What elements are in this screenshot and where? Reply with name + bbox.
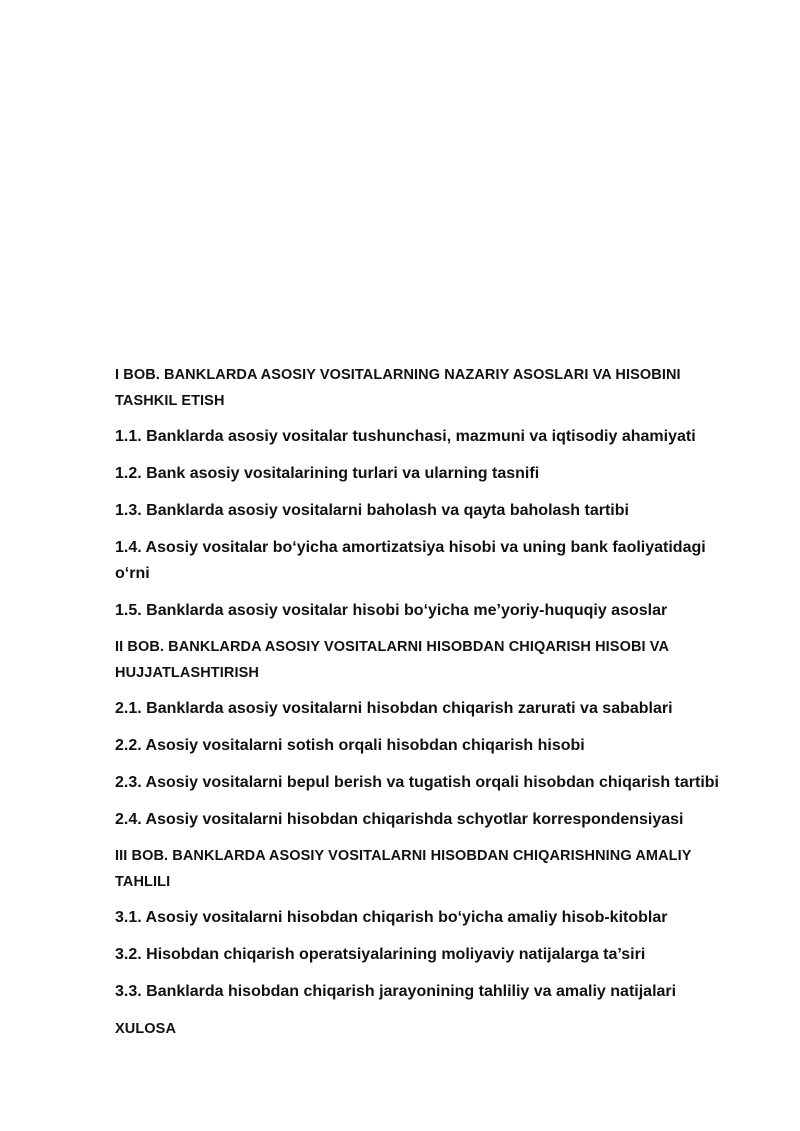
toc-section-3-3: 3.3. Banklarda hisobdan chiqarish jarayonining tahliliy va amaliy natijalari bbox=[115, 983, 677, 1000]
toc-chapter-1: I BOB. BANKLARDA ASOSIY VOSITALARNING NAZARIY ASOSLARI VA HISOBINI TASHKIL ETISH bbox=[115, 367, 681, 409]
table-of-contents bbox=[115, 362, 740, 1042]
toc-conclusion: XULOSA bbox=[115, 1021, 177, 1037]
toc-section-2-2: 2.2. Asosiy vositalarni sotish orqali hisobdan chiqarish hisobi bbox=[115, 737, 585, 754]
toc-section-1-5: 1.5. Banklarda asosiy vositalar hisobi bo‘yicha me’yoriy-huquqiy asoslar bbox=[115, 602, 668, 619]
toc-section-1-2: 1.2. Bank asosiy vositalarining turlari va ularning tasnifi bbox=[115, 465, 540, 482]
toc-chapter-3: III BOB. BANKLARDA ASOSIY VOSITALARNI HISOBDAN CHIQARISHNING AMALIY TAHLILI bbox=[115, 848, 692, 890]
toc-section-2-3: 2.3. Asosiy vositalarni bepul berish va tugatish orqali hisobdan chiqarish tartibi bbox=[115, 774, 719, 791]
toc-section-2-4: 2.4. Asosiy vositalarni hisobdan chiqarishda schyotlar korrespondensiyasi bbox=[115, 811, 684, 828]
toc-section-1-3: 1.3. Banklarda asosiy vositalarni baholash va qayta baholash tartibi bbox=[115, 502, 629, 519]
toc-chapter-2: II BOB. BANKLARDA ASOSIY VOSITALARNI HISOBDAN CHIQARISH HISOBI VA HUJJATLASHTIRISH bbox=[115, 639, 669, 681]
toc-section-1-4: 1.4. Asosiy vositalar bo‘yicha amortizatsiya hisobi va uning bank faoliyatidagi o‘rni bbox=[115, 539, 706, 582]
toc-section-3-2: 3.2. Hisobdan chiqarish operatsiyalarining moliyaviy natijalarga ta’siri bbox=[115, 946, 646, 963]
toc-section-1-1: 1.1. Banklarda asosiy vositalar tushunchasi, mazmuni va iqtisodiy ahamiyati bbox=[115, 428, 696, 445]
toc-section-3-1: 3.1. Asosiy vositalarni hisobdan chiqarish bo‘yicha amaliy hisob-kitoblar bbox=[115, 909, 668, 926]
toc-section-2-1: 2.1. Banklarda asosiy vositalarni hisobdan chiqarish zarurati va sabablari bbox=[115, 700, 673, 717]
